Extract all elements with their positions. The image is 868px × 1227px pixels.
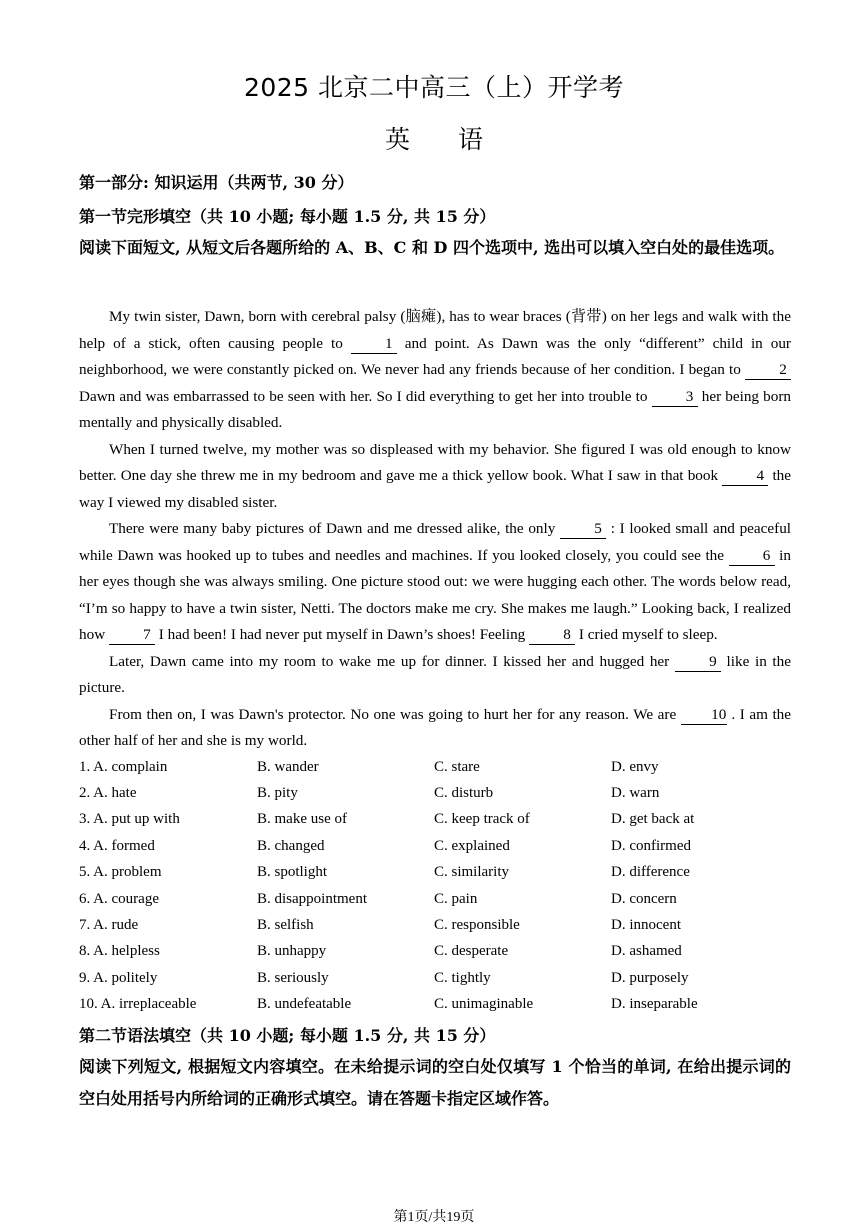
option-c: C. pain <box>434 890 478 907</box>
option-b: B. spotlight <box>257 864 328 881</box>
answer-blank: 10 <box>681 706 727 725</box>
option-d: D. concern <box>611 890 677 907</box>
option-row <box>79 992 799 1018</box>
section2-instruction: 阅读下列短文, 根据短文内容填空。在未给提示词的空白处仅填写 1 个恰当的单词, 在给出提示词的空白处用括号内所给词的正确形式填空。请在答题卡指定区域作答。 <box>79 1057 791 1108</box>
answer-options <box>79 754 799 1018</box>
option-a: 3. A. put up with <box>79 811 180 828</box>
option-row <box>79 965 799 991</box>
answer-blank: 2 <box>745 361 791 380</box>
answer-blank: 5 <box>560 520 606 539</box>
option-c: C. responsible <box>434 917 520 934</box>
answer-blank: 8 <box>529 626 575 645</box>
option-c: C. tightly <box>434 969 491 986</box>
option-d: D. inseparable <box>611 996 698 1013</box>
part1-heading: 第一部分: 知识运用（共两节, 30 分） <box>79 173 354 192</box>
option-d: D. difference <box>611 864 690 881</box>
option-b: B. disappointment <box>257 890 367 907</box>
option-row <box>79 860 799 886</box>
subject-char-2: 语 <box>458 125 484 154</box>
option-row <box>79 754 799 780</box>
option-d: D. confirmed <box>611 837 691 854</box>
option-a: 4. A. formed <box>79 837 155 854</box>
answer-blank: 7 <box>109 626 155 645</box>
option-a: 8. A. helpless <box>79 943 160 960</box>
option-a: 2. A. hate <box>79 785 137 802</box>
option-b: B. selfish <box>257 917 314 934</box>
option-d: D. warn <box>611 785 660 802</box>
option-a: 7. A. rude <box>79 917 139 934</box>
option-c: C. unimaginable <box>434 996 534 1013</box>
option-d: D. purposely <box>611 969 689 986</box>
option-row <box>79 780 799 806</box>
passage-paragraph: When I turned twelve, my mother was so displeased with my behavior. She figured I was old enough to know better. One day she threw me in my bedroom and gave me a thick yellow book. What I saw in that book 4 the way I viewed my disabled sister. <box>79 440 791 511</box>
option-b: B. make use of <box>257 811 347 828</box>
section1-heading: 第一节完形填空（共 10 小题; 每小题 1.5 分, 共 15 分） <box>79 207 496 226</box>
page-number: 第1页/共19页 <box>393 1210 475 1225</box>
option-a: 5. A. problem <box>79 864 162 881</box>
answer-blank: 3 <box>652 388 698 407</box>
option-a: 1. A. complain <box>79 758 168 775</box>
option-b: B. unhappy <box>257 943 327 960</box>
option-b: B. seriously <box>257 969 329 986</box>
section2-heading: 第二节语法填空（共 10 小题; 每小题 1.5 分, 共 15 分） <box>79 1026 496 1045</box>
option-b: B. wander <box>257 758 319 775</box>
page-title: 2025 北京二中高三（上）开学考 <box>243 73 625 102</box>
option-a: 10. A. irreplaceable <box>79 996 197 1013</box>
option-d: D. innocent <box>611 917 681 934</box>
option-c: C. similarity <box>434 864 509 881</box>
answer-blank: 6 <box>729 547 775 566</box>
option-c: C. disturb <box>434 785 494 802</box>
option-row <box>79 886 799 912</box>
answer-blank: 9 <box>675 653 721 672</box>
subject-char-1: 英 <box>384 125 410 154</box>
option-d: D. ashamed <box>611 943 682 960</box>
option-c: C. explained <box>434 837 510 854</box>
passage-paragraph: From then on, I was Dawn's protector. No one was going to hurt her for any reason. We are 10 . I am the other half of her and she is my world. <box>79 705 791 749</box>
option-row <box>79 939 799 965</box>
option-c: C. stare <box>434 758 480 775</box>
option-a: 9. A. politely <box>79 969 158 986</box>
option-d: D. envy <box>611 758 659 775</box>
option-d: D. get back at <box>611 811 695 828</box>
option-c: C. keep track of <box>434 811 530 828</box>
option-a: 6. A. courage <box>79 890 159 907</box>
passage-paragraph: There were many baby pictures of Dawn and me dressed alike, the only 5 : I looked small and peaceful while Dawn was hooked up to tubes and needles and machines. If you looked closely, you could see the 6 in her eyes though she was always smiling. One picture stood out: we were hugging each other. The words below read, “I’m so happy to have a twin sister, Netti. The doctors make me cry. She makes me laugh.” Looking back, I realized how 7 I had been! I had never put myself in Dawn’s shoes! Feeling 8 I cried myself to sleep. <box>79 520 792 643</box>
passage-paragraph: My twin sister, Dawn, born with cerebral palsy (脑瘫), has to wear braces (背带) on her legs and walk with the help of a stick, often causing people to 1 and point. As Dawn was the only “different” child in our neighborhood, we were constantly picked on. We never had any friends because of her condition. I began to 2 Dawn and was embarrassed to be seen with her. So I did everything to get her into trouble to 3 her being born mentally and physically disabled. <box>79 308 791 431</box>
subject-heading <box>0 120 868 156</box>
option-b: B. changed <box>257 837 325 854</box>
cloze-passage <box>79 304 791 755</box>
answer-blank: 1 <box>351 335 397 354</box>
option-row <box>79 807 799 833</box>
option-row <box>79 912 799 938</box>
option-c: C. desperate <box>434 943 509 960</box>
option-b: B. undefeatable <box>257 996 352 1013</box>
option-b: B. pity <box>257 785 298 802</box>
answer-blank: 4 <box>722 467 768 486</box>
option-row <box>79 833 799 859</box>
section1-instruction: 阅读下面短文, 从短文后各题所给的 A、B、C 和 D 四个选项中, 选出可以填入空白处的最佳选项。 <box>79 238 785 257</box>
passage-paragraph: Later, Dawn came into my room to wake me up for dinner. I kissed her and hugged her 9 like in the picture. <box>79 652 791 696</box>
